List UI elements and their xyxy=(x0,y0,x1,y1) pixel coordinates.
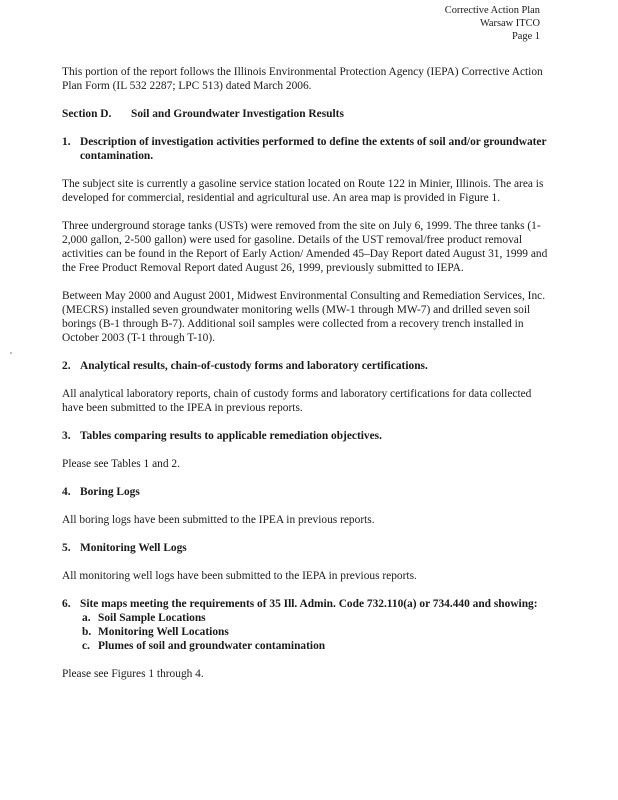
item-6-paragraph: Please see Figures 1 through 4. xyxy=(62,668,204,680)
item-heading-text: Tables comparing results to applicable remediation objectives. xyxy=(80,430,382,442)
item-3-paragraph: Please see Tables 1 and 2. xyxy=(62,458,180,470)
margin-mark xyxy=(10,352,12,354)
item-heading-text: Description of investigation activities performed to define the extents of soil and/or groundwater contamination. xyxy=(80,136,547,162)
item-number: 4. xyxy=(62,486,71,498)
sublist-letter: a. xyxy=(82,612,91,624)
item-heading-text: Boring Logs xyxy=(80,486,140,498)
item-heading-text: Analytical results, chain-of-custody forms and laboratory certifications. xyxy=(80,360,428,372)
sublist-text: Plumes of soil and groundwater contamination xyxy=(98,640,326,652)
item-5-paragraph: All monitoring well logs have been submitted to the IEPA in previous reports. xyxy=(62,570,417,582)
item-heading-1 xyxy=(62,135,552,163)
page-header xyxy=(445,4,540,43)
item-1-paragraph-3: Between May 2000 and August 2001, Midwest Environmental Consulting and Remediation Services, Inc. (MECRS) installed seven groundwater monitoring wells (MW-1 through MW-7) and drilled seven soil borings (B-1 through B-7). Additional soil samples were collected from a recovery trench installed in October 2003 (T-1 through T-10). xyxy=(62,290,546,344)
sublist-letter: c. xyxy=(82,640,90,652)
sublist-item xyxy=(62,639,552,653)
item-1-paragraph-1: The subject site is currently a gasoline service station located on Route 122 in Minier, Illinois. The area is developed for commercial, residential and agricultural use. An area map is provided in Figure 1. xyxy=(62,178,544,204)
item-number: 2. xyxy=(62,360,71,372)
site-map-sublist xyxy=(62,611,552,653)
header-document-title: Corrective Action Plan xyxy=(444,5,540,16)
item-2-paragraph: All analytical laboratory reports, chain of custody forms and laboratory certifications for data collected have been submitted to the IPEA in previous reports. xyxy=(62,388,532,414)
item-heading-2 xyxy=(62,359,552,373)
item-number: 3. xyxy=(62,430,71,442)
section-label: Section D. xyxy=(62,108,112,120)
item-1-paragraph-2: Three underground storage tanks (USTs) were removed from the site on July 6, 1999. The three tanks (1-2,000 gallon, 2-500 gallon) were used for gasoline. Details of the UST removal/free product removal activities can be found in the Report of Early Action/ Amended 45–Day Report dated August 31, 1999 and the Free Product Removal Report dated August 26, 1999, previously submitted to IEPA. xyxy=(62,220,548,274)
intro-paragraph: This portion of the report follows the Illinois Environmental Protection Agency (IEPA) Corrective Action Plan Form (IL 532 2287; LPC 513) dated March 2006. xyxy=(62,66,543,92)
header-page-number: Page 1 xyxy=(512,31,540,42)
sublist-letter: b. xyxy=(82,626,92,638)
section-title: Soil and Groundwater Investigation Results xyxy=(131,108,344,120)
section-heading xyxy=(62,107,552,121)
item-heading-3 xyxy=(62,429,552,443)
sublist-text: Monitoring Well Locations xyxy=(98,626,229,638)
header-site-name: Warsaw ITCO xyxy=(479,18,540,29)
item-number: 6. xyxy=(62,598,71,610)
sublist-item xyxy=(62,625,552,639)
sublist-item xyxy=(62,611,552,625)
item-heading-4 xyxy=(62,485,552,499)
item-heading-text: Site maps meeting the requirements of 35 Ill. Admin. Code 732.110(a) or 734.440 and showing: xyxy=(80,598,538,610)
item-number: 1. xyxy=(62,136,71,148)
document-body xyxy=(62,65,552,695)
item-heading-5 xyxy=(62,541,552,555)
item-heading-text: Monitoring Well Logs xyxy=(80,542,187,554)
item-4-paragraph: All boring logs have been submitted to the IPEA in previous reports. xyxy=(62,514,375,526)
sublist-text: Soil Sample Locations xyxy=(98,612,206,624)
item-number: 5. xyxy=(62,542,71,554)
item-heading-6 xyxy=(62,597,552,611)
